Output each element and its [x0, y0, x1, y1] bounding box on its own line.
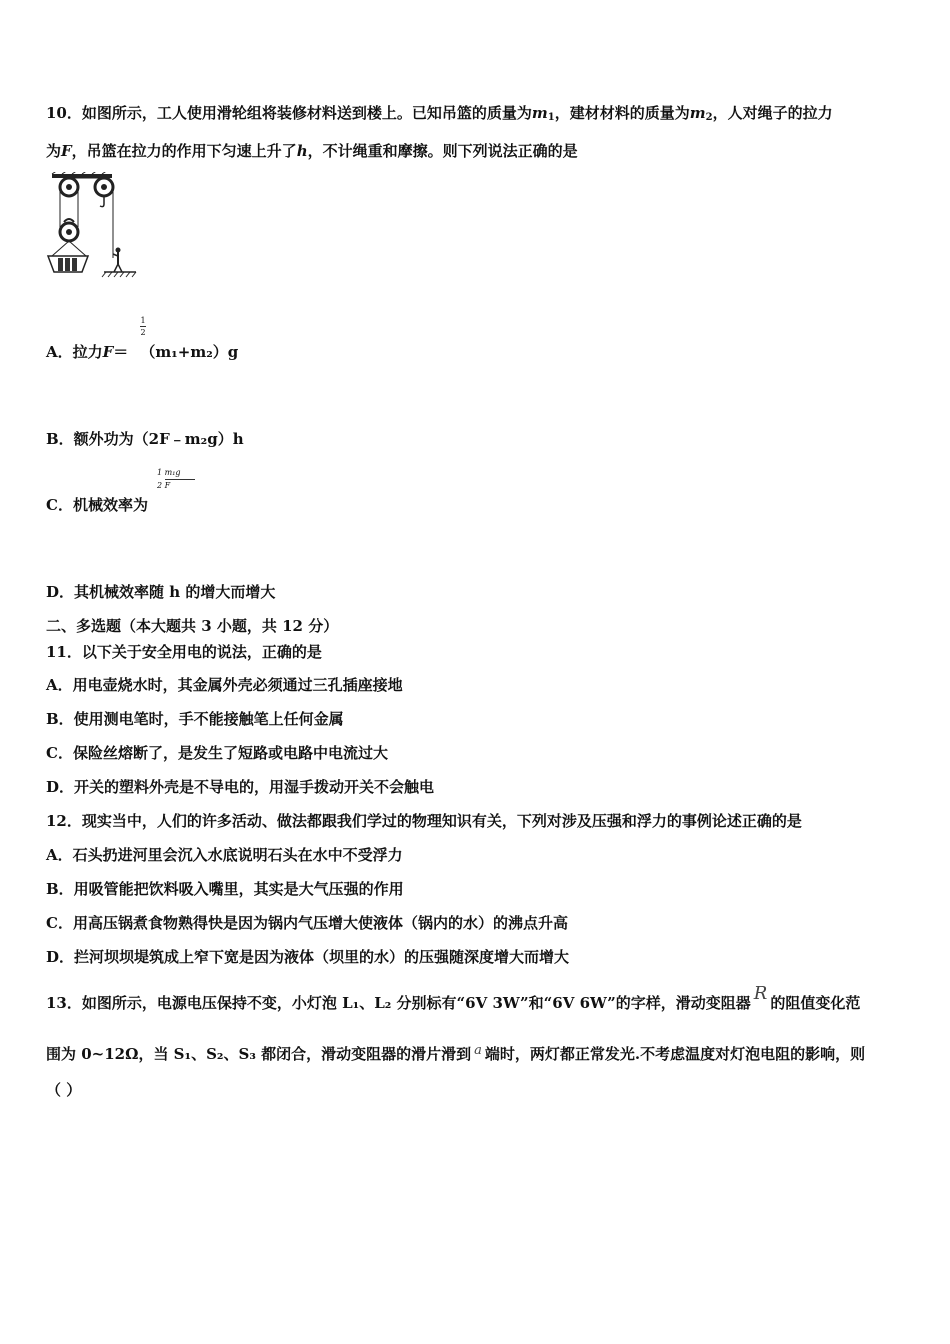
q13-stem-line2: 围为 0~12Ω，当 S₁、S₂、S₃ 都闭合，滑动变阻器的滑片滑到 a 端时，两灯都正常发光.不考虑温度对灯泡电阻的影响，则	[46, 1043, 866, 1063]
q11-stem: 11．以下关于安全用电的说法，正确的是	[46, 643, 322, 661]
q10-option-d: D．其机械效率随 h 的增大而增大	[46, 583, 276, 601]
q12-option-d: D．拦河坝坝堤筑成上窄下宽是因为液体（坝里的水）的压强随深度增大而增大	[46, 948, 570, 966]
q10-option-a-fraction: 1 2	[140, 316, 146, 337]
q10-option-a: A．拉力F＝ （m₁+m₂）g	[46, 343, 239, 361]
q10-stem-line1: 10．如图所示，工人使用滑轮组将装修材料送到楼上。已知吊篮的质量为$m_1$，建材材料的质量为$m_2$，人对绳子的拉力	[46, 104, 833, 123]
q13-stem-line3: （ ）	[46, 1081, 82, 1099]
pulley-system-figure	[44, 172, 139, 280]
q11-option-a: A．用电壶烧水时，其金属外壳必须通过三孔插座接地	[46, 676, 403, 694]
q13-stem-line1: 13．如图所示，电源电压保持不变，小灯泡 L₁、L₂ 分别标有“6V 3W”和“6V 6W”的字样，滑动变阻器 R 的阻值变化范	[46, 983, 861, 1012]
q10-option-b: B．额外功为（2F﹣m₂g）h	[46, 430, 244, 448]
q12-option-a: A．石头扔进河里会沉入水底说明石头在水中不受浮力	[46, 846, 403, 864]
q11-option-b: B．使用测电笔时，手不能接触笔上任何金属	[46, 710, 344, 728]
q11-option-d: D．开关的塑料外壳是不导电的，用湿手拨动开关不会触电	[46, 778, 435, 796]
q11-option-c: C．保险丝熔断了，是发生了短路或电路中电流过大	[46, 744, 388, 762]
q10-option-c-fraction: 1 m₁g 2 F	[157, 468, 195, 491]
q12-option-b: B．用吸管能把饮料吸入嘴里，其实是大气压强的作用	[46, 880, 404, 898]
q12-option-c: C．用高压锅煮食物熟得快是因为锅内气压增大使液体（锅内的水）的沸点升高	[46, 914, 568, 932]
q10-option-c: C．机械效率为	[46, 496, 148, 514]
q10-stem-line2: 为F，吊篮在拉力的作用下匀速上升了h，不计绳重和摩擦。则下列说法正确的是	[46, 142, 578, 160]
section-title: 二、多选题（本大题共 3 小题，共 12 分）	[46, 617, 339, 635]
q12-stem: 12．现实当中，人们的许多活动、做法都跟我们学过的物理知识有关，下列对涉及压强和浮力的事例论述正确的是	[46, 812, 802, 830]
